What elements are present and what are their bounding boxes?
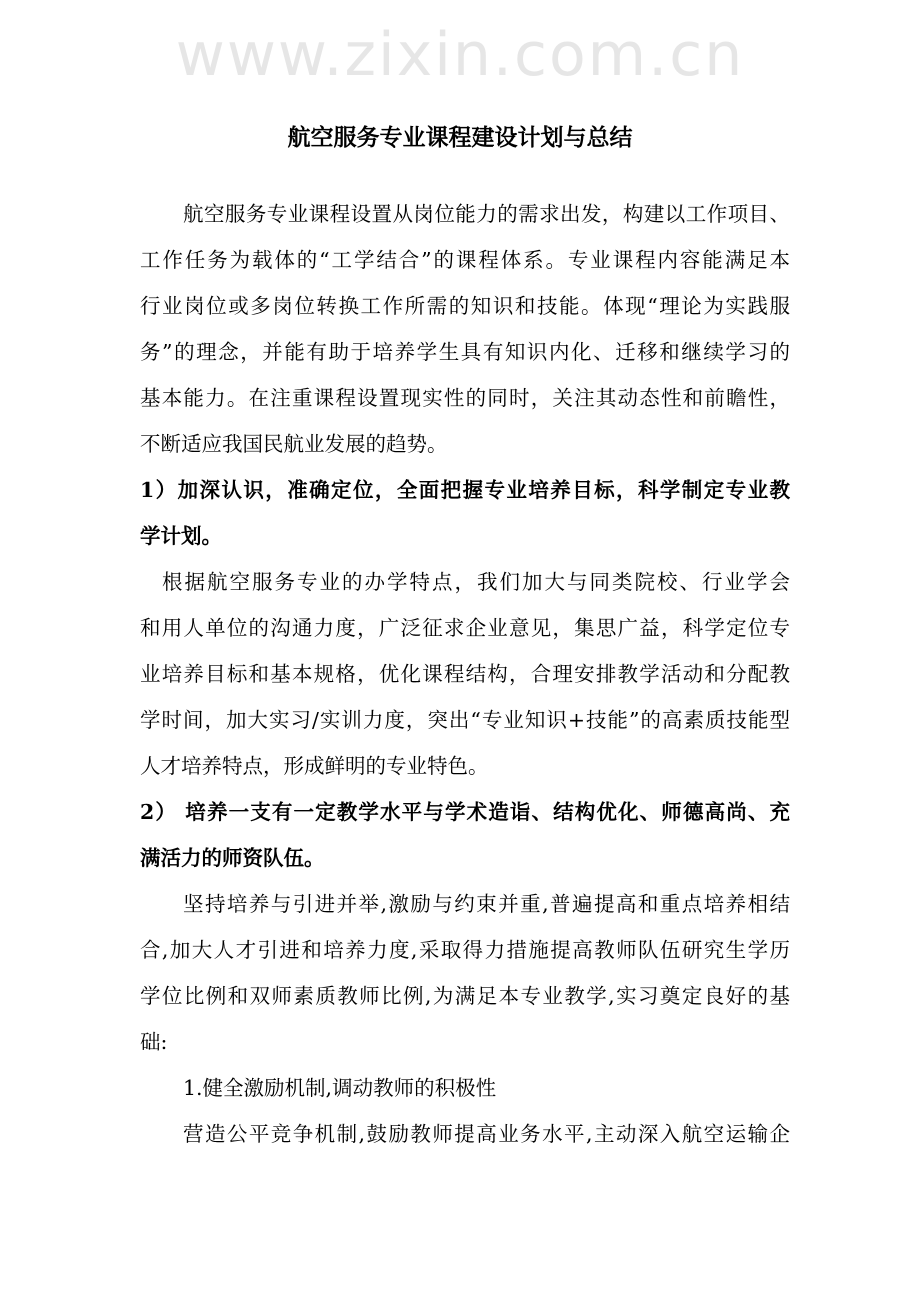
paragraph (140, 559, 790, 789)
text-line: 础: (140, 1030, 168, 1054)
text-line: 满活力的师资队伍。 (140, 846, 325, 870)
paragraph (140, 191, 790, 467)
text-line: 学计划。 (140, 524, 222, 548)
text-line: 营造公平竞争机制,鼓励教师提高业务水平,主动深入航空运输企 (183, 1122, 790, 1146)
text-line: 不断适应我国民航业发展的趋势。 (140, 432, 448, 456)
text-line: 行业岗位或多岗位转换工作所需的知识和技能。体现“理论为实践服 (140, 294, 790, 318)
text-line: 2） 培养一支有一定教学水平与学术造诣、结构优化、师德高尚、充 (140, 800, 790, 824)
text-line: 根据航空服务专业的办学特点，我们加大与同类院校、行业学会 (162, 570, 790, 594)
text-line: 航空服务专业课程设置从岗位能力的需求出发，构建以工作项目、 (183, 202, 790, 226)
text-line: 坚持培养与引进并举,激励与约束并重,普遍提高和重点培养相结 (183, 892, 790, 916)
watermark: www.zixin.com.cn (175, 20, 745, 90)
paragraph (140, 1065, 790, 1111)
text-line: 工作任务为载体的“工学结合”的课程体系。专业课程内容能满足本 (140, 248, 790, 272)
text-line: 合,加大人才引进和培养力度,采取得力措施提高教师队伍研究生学历 (140, 938, 790, 962)
text-line: 1）加深认识，准确定位，全面把握专业培养目标，科学制定专业教 (140, 478, 790, 502)
section-heading (140, 789, 790, 881)
text-line: 务”的理念，并能有助于培养学生具有知识内化、迁移和继续学习的 (140, 340, 790, 364)
text-line: 人才培养特点，形成鲜明的专业特色。 (140, 754, 489, 778)
paragraph (140, 881, 790, 1065)
paragraph (140, 1111, 790, 1157)
text-line: 和用人单位的沟通力度，广泛征求企业意见，集思广益，科学定位专 (140, 616, 790, 640)
text-line: 学时间，加大实习/实训力度，突出“专业知识+技能”的高素质技能型 (140, 708, 790, 732)
section-heading (140, 467, 790, 559)
document-body (140, 191, 790, 1157)
document-title: 航空服务专业课程建设计划与总结 (287, 124, 633, 151)
text-line: 学位比例和双师素质教师比例,为满足本专业教学,实习奠定良好的基 (140, 984, 790, 1008)
text-line: 基本能力。在注重课程设置现实性的同时，关注其动态性和前瞻性， (140, 386, 790, 410)
text-line: 1.健全激励机制,调动教师的积极性 (183, 1076, 497, 1100)
text-line: 业培养目标和基本规格，优化课程结构，合理安排教学活动和分配教 (140, 662, 790, 686)
